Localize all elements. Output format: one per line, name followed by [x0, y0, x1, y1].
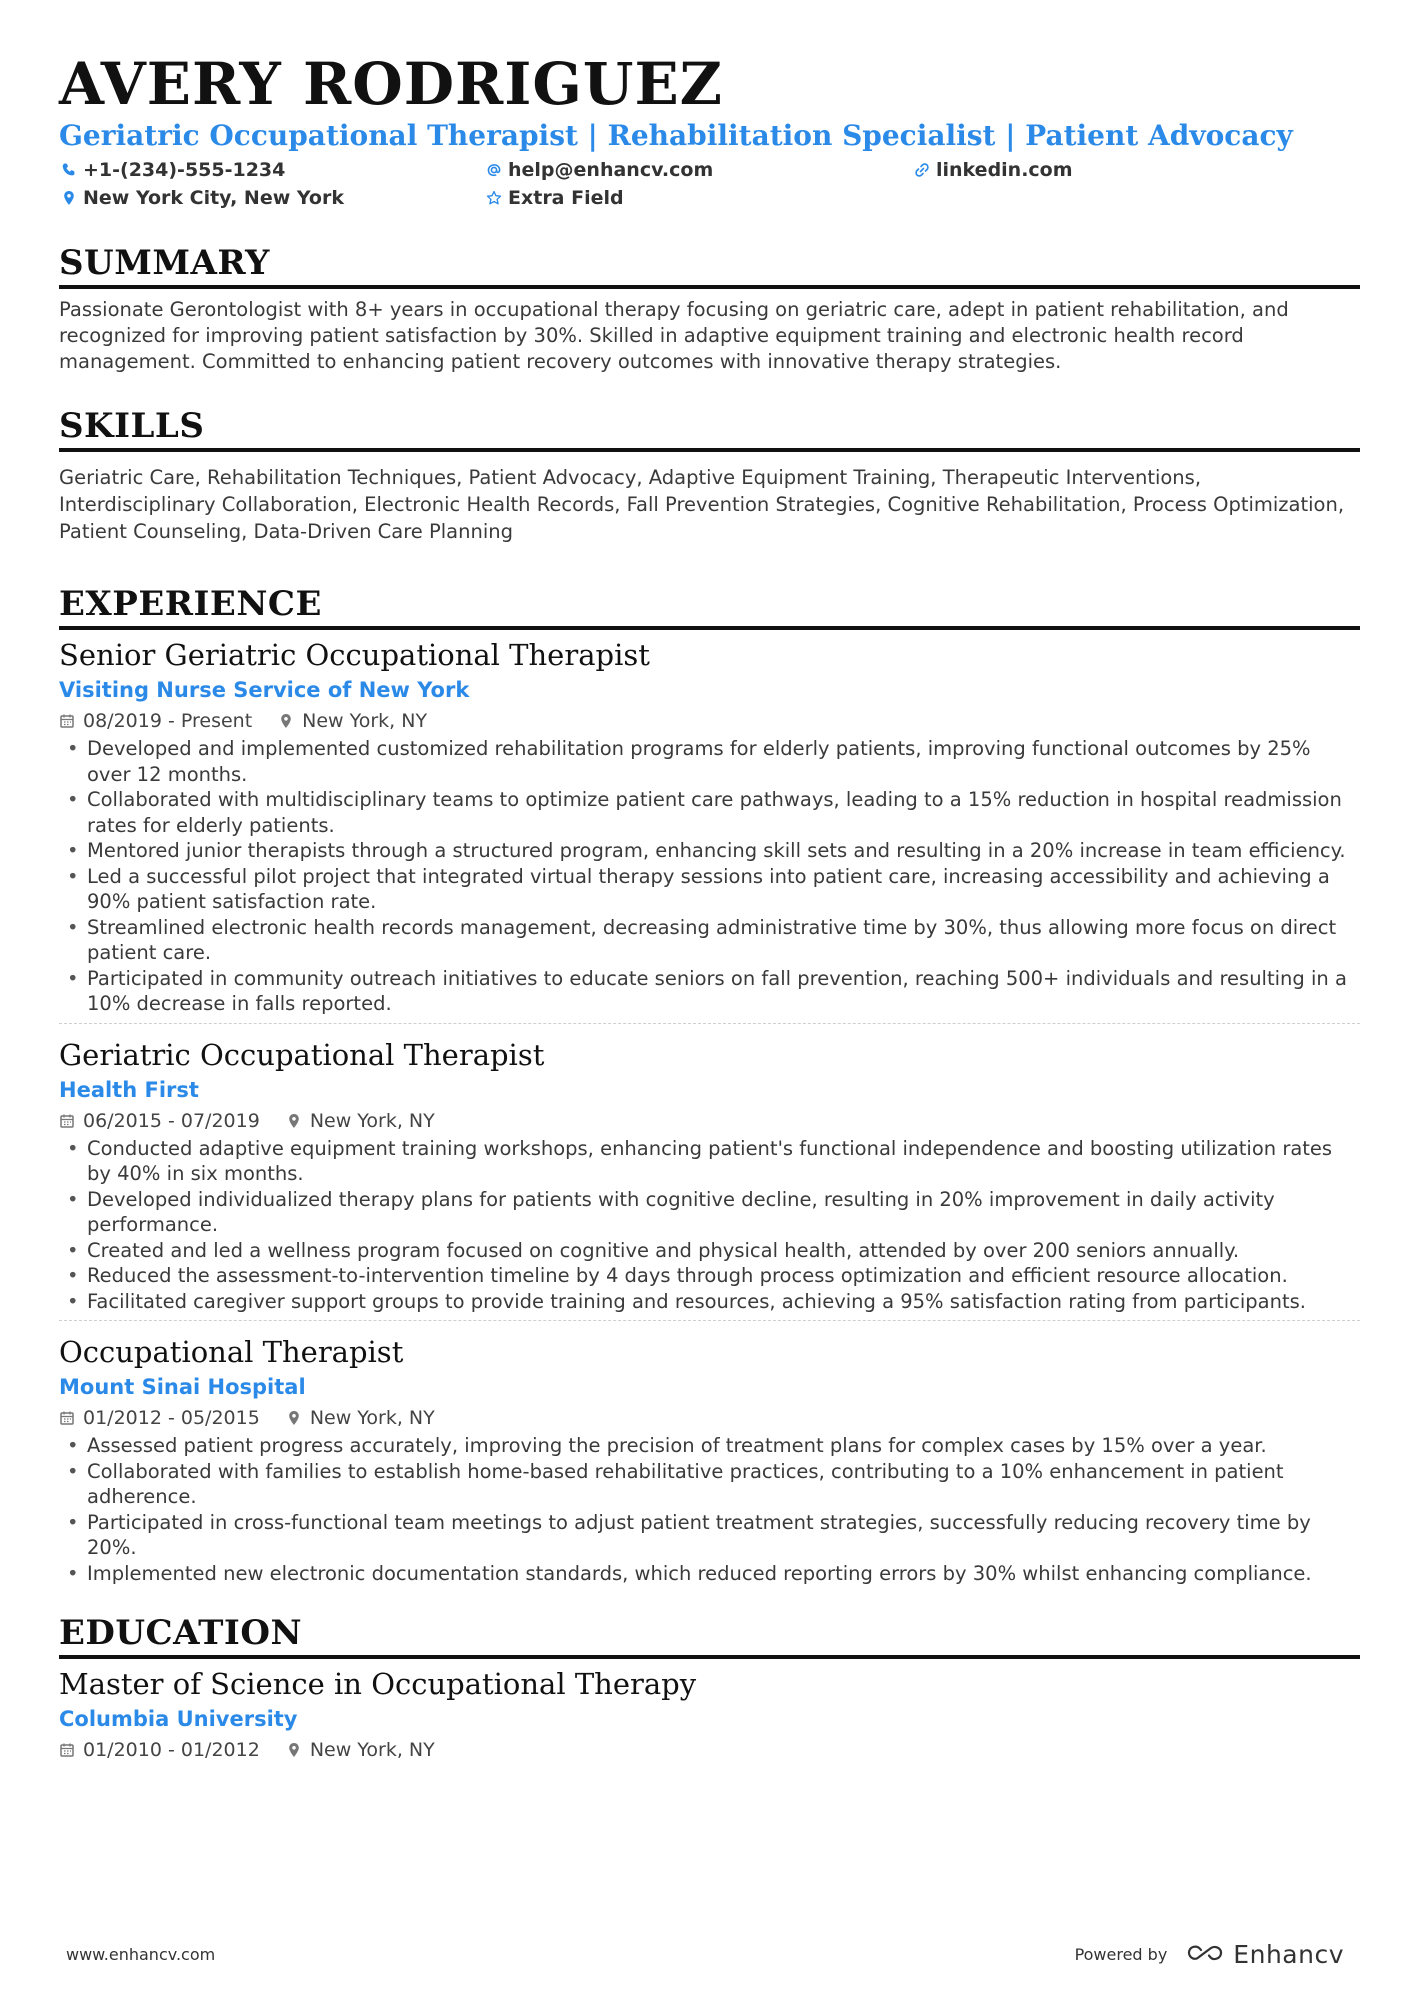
contact-extra — [484, 186, 912, 210]
job-location — [278, 706, 427, 736]
job-bullet: • Assessed patient progress accurately, improving the precision of treatment plans for complex cases by 15% over a year. — [59, 1433, 1360, 1459]
location-pin-icon — [286, 1742, 302, 1758]
calendar-icon — [59, 1113, 75, 1129]
job-bullet: • Implemented new electronic documentation standards, which reduced reporting errors by 30% whilst enhancing compliance. — [59, 1561, 1360, 1587]
job-meta — [59, 1106, 1360, 1136]
extra-field-text: Extra Field — [508, 187, 624, 209]
job-entry — [59, 1023, 1360, 1321]
at-icon — [484, 160, 504, 180]
job-bullet: • Facilitated caregiver support groups to provide training and resources, achieving a 95% satisfaction rating from participants. — [59, 1289, 1360, 1315]
location-text: New York City, New York — [83, 187, 344, 209]
job-bullet: • Streamlined electronic health records management, decreasing administrative time by 30%, thus allowing more focus on direct patient care. — [59, 915, 1360, 966]
skills-section — [59, 405, 1360, 545]
contact-email[interactable] — [484, 158, 912, 182]
education-degree: Master of Science in Occupational Therapy — [59, 1667, 697, 1701]
candidate-tagline: Geriatric Occupational Therapist | Rehabilitation Specialist | Patient Advocacy — [59, 119, 1293, 152]
calendar-icon — [59, 1410, 75, 1426]
job-bullet: • Mentored junior therapists through a structured program, enhancing skill sets and resulting in a 20% increase in team efficiency. — [59, 838, 1360, 864]
candidate-name: AVERY RODRIGUEZ — [59, 50, 724, 118]
job-dates-text: 01/2012 - 05/2015 — [83, 1407, 260, 1429]
experience-section — [59, 583, 1360, 1592]
email-text[interactable]: help@enhancv.com — [508, 159, 714, 181]
job-company: Health First — [59, 1077, 199, 1102]
job-dates — [59, 706, 252, 736]
job-meta — [59, 1403, 1360, 1433]
job-role: Geriatric Occupational Therapist — [59, 1037, 545, 1072]
location-pin-icon — [59, 188, 79, 208]
summary-section — [59, 242, 1360, 375]
job-dates-text: 06/2015 - 07/2019 — [83, 1109, 260, 1132]
location-pin-icon — [278, 713, 294, 729]
summary-text: Passionate Gerontologist with 8+ years in occupational therapy focusing on geriatric care, adept in patient rehabilitation, and recognized for improving patient satisfaction by 30%. Skilled in adaptive equipment training and electronic health record management. Committed to enhancing patient recovery outcomes with innovative therapy strategies. — [59, 298, 1289, 373]
job-location-text: New York, NY — [309, 1109, 435, 1132]
skills-heading: SKILLS — [59, 405, 1360, 452]
job-bullet: • Collaborated with multidisciplinary teams to optimize patient care pathways, leading to a 15% reduction in hospital readmission rates for elderly patients. — [59, 787, 1360, 838]
job-location-text: New York, NY — [309, 1407, 435, 1429]
skills-text: Geriatric Care, Rehabilitation Techniques, Patient Advocacy, Adaptive Equipment Training, Therapeutic Interventions, Interdisciplinary Collaboration, Electronic Health Records, Fall Prevention Strategies, Cognitive Rehabilitation, Process Optimization, Patient Counseling, Data-Driven Care Planning — [59, 466, 1345, 543]
job-bullet: • Created and led a wellness program focused on cognitive and physical health, attended by over 200 seniors annually. — [59, 1238, 1360, 1264]
job-company: Mount Sinai Hospital — [59, 1375, 306, 1399]
brand-logo[interactable] — [1185, 1940, 1344, 1969]
education-meta — [59, 1735, 1360, 1765]
powered-by-label: Powered by — [1074, 1945, 1168, 1964]
job-dates — [59, 1403, 260, 1433]
resume-header — [59, 52, 1360, 210]
contact-phone — [59, 158, 484, 182]
job-location — [286, 1106, 435, 1136]
job-bullet: • Led a successful pilot project that integrated virtual therapy sessions into patient care, increasing accessibility and achieving a 90% patient satisfaction rate. — [59, 864, 1360, 915]
education-location — [286, 1735, 435, 1765]
job-entry — [59, 1320, 1360, 1592]
phone-text: +1-(234)-555-1234 — [83, 159, 286, 181]
job-location — [286, 1403, 435, 1433]
powered-by — [1075, 1940, 1344, 1969]
job-bullet: • Developed and implemented customized rehabilitation programs for elderly patients, improving functional outcomes by 25% over 12 months. — [59, 736, 1360, 787]
contact-location — [59, 186, 484, 210]
job-entry — [59, 636, 1360, 1023]
education-location-text: New York, NY — [309, 1739, 435, 1761]
page-footer — [66, 1940, 1344, 1969]
brand-name: Enhancv — [1233, 1940, 1344, 1969]
job-dates — [59, 1106, 260, 1136]
education-heading: EDUCATION — [59, 1612, 1360, 1659]
location-pin-icon — [286, 1410, 302, 1426]
job-bullet: • Participated in cross-functional team meetings to adjust patient treatment strategies, successfully reducing recovery time by 20%. — [59, 1510, 1360, 1561]
experience-heading: EXPERIENCE — [59, 583, 1360, 630]
job-bullets — [59, 1433, 1360, 1586]
resume-page — [59, 52, 1360, 1765]
job-bullet: • Conducted adaptive equipment training workshops, enhancing patient's functional independence and boosting utilization rates by 40% in six months. — [59, 1136, 1360, 1187]
job-meta — [59, 706, 1360, 736]
enhancv-logo-icon — [1185, 1944, 1225, 1966]
location-pin-icon — [286, 1113, 302, 1129]
job-bullet: • Collaborated with families to establish home-based rehabilitative practices, contributing to a 10% enhancement in patient adherence. — [59, 1459, 1360, 1510]
summary-heading: SUMMARY — [59, 242, 1360, 289]
job-company: Visiting Nurse Service of New York — [59, 678, 470, 702]
job-bullet: • Participated in community outreach initiatives to educate seniors on fall prevention, reaching 500+ individuals and resulting in a 10% decrease in falls reported. — [59, 966, 1360, 1017]
calendar-icon — [59, 1742, 75, 1758]
job-dates-text: 08/2019 - Present — [83, 710, 253, 732]
job-location-text: New York, NY — [302, 710, 428, 732]
education-dates — [59, 1735, 260, 1765]
job-bullet: • Reduced the assessment-to-intervention timeline by 4 days through process optimization and efficient resource allocation. — [59, 1263, 1360, 1289]
job-bullet: • Developed individualized therapy plans for patients with cognitive decline, resulting in 20% improvement in daily activity performance. — [59, 1187, 1360, 1238]
education-section — [59, 1612, 1360, 1765]
linkedin-text[interactable]: linkedin.com — [936, 159, 1073, 181]
phone-icon — [59, 160, 79, 180]
calendar-icon — [59, 713, 75, 729]
job-bullets — [59, 736, 1360, 1017]
job-role: Senior Geriatric Occupational Therapist — [59, 638, 650, 672]
education-dates-text: 01/2010 - 01/2012 — [83, 1739, 260, 1761]
job-role: Occupational Therapist — [59, 1335, 404, 1369]
contact-info — [59, 158, 1360, 210]
education-school: Columbia University — [59, 1707, 298, 1731]
job-bullets — [59, 1136, 1360, 1315]
star-icon — [484, 188, 504, 208]
footer-website[interactable]: www.enhancv.com — [66, 1945, 216, 1964]
link-icon — [912, 160, 932, 180]
contact-linkedin[interactable] — [912, 158, 1252, 182]
